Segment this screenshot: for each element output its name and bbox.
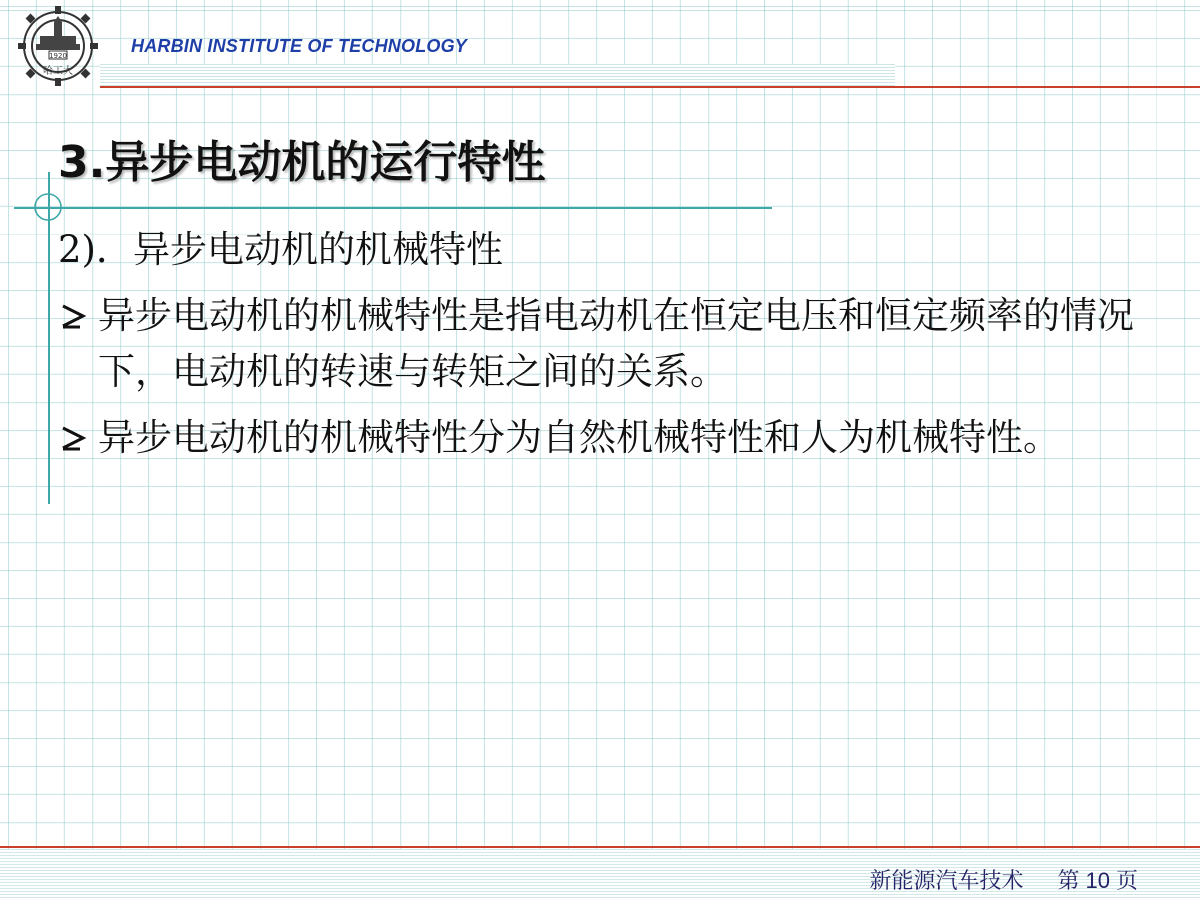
arrow-bullet-icon xyxy=(58,410,98,466)
slide-title: 3.异步电动机的运行特性 xyxy=(58,137,546,188)
gear-seal-icon xyxy=(16,4,100,88)
course-name: 新能源汽车技术 xyxy=(869,868,1024,893)
page-suffix: 页 xyxy=(1115,868,1138,893)
circle-ornament-icon xyxy=(33,192,63,222)
slide-subheading: 2)．异步电动机的机械特性 xyxy=(58,228,503,271)
footer-divider xyxy=(0,846,1200,848)
header-band xyxy=(100,64,895,86)
logo-year: 1920 xyxy=(49,52,67,60)
slide-body xyxy=(58,222,1188,466)
footer xyxy=(869,864,1138,895)
header-divider xyxy=(100,86,1200,88)
bullet-text: 异步电动机的机械特性是指电动机在恒定电压和恒定频率的情况下，电动机的转速与转矩之间的关系。 xyxy=(98,294,1134,393)
page-number: 10 xyxy=(1085,868,1110,893)
bullet-text: 异步电动机的机械特性分为自然机械特性和人为机械特性。 xyxy=(98,416,1060,459)
arrow-bullet-icon xyxy=(58,288,98,344)
page-prefix: 第 xyxy=(1057,868,1080,893)
school-name: HARBIN INSTITUTE OF TECHNOLOGY xyxy=(131,36,467,56)
title-rule xyxy=(14,207,772,209)
university-logo xyxy=(16,4,100,88)
bullet-item xyxy=(58,288,1188,400)
bullet-item xyxy=(58,410,1188,466)
logo-text: 哈工大 xyxy=(43,66,73,77)
